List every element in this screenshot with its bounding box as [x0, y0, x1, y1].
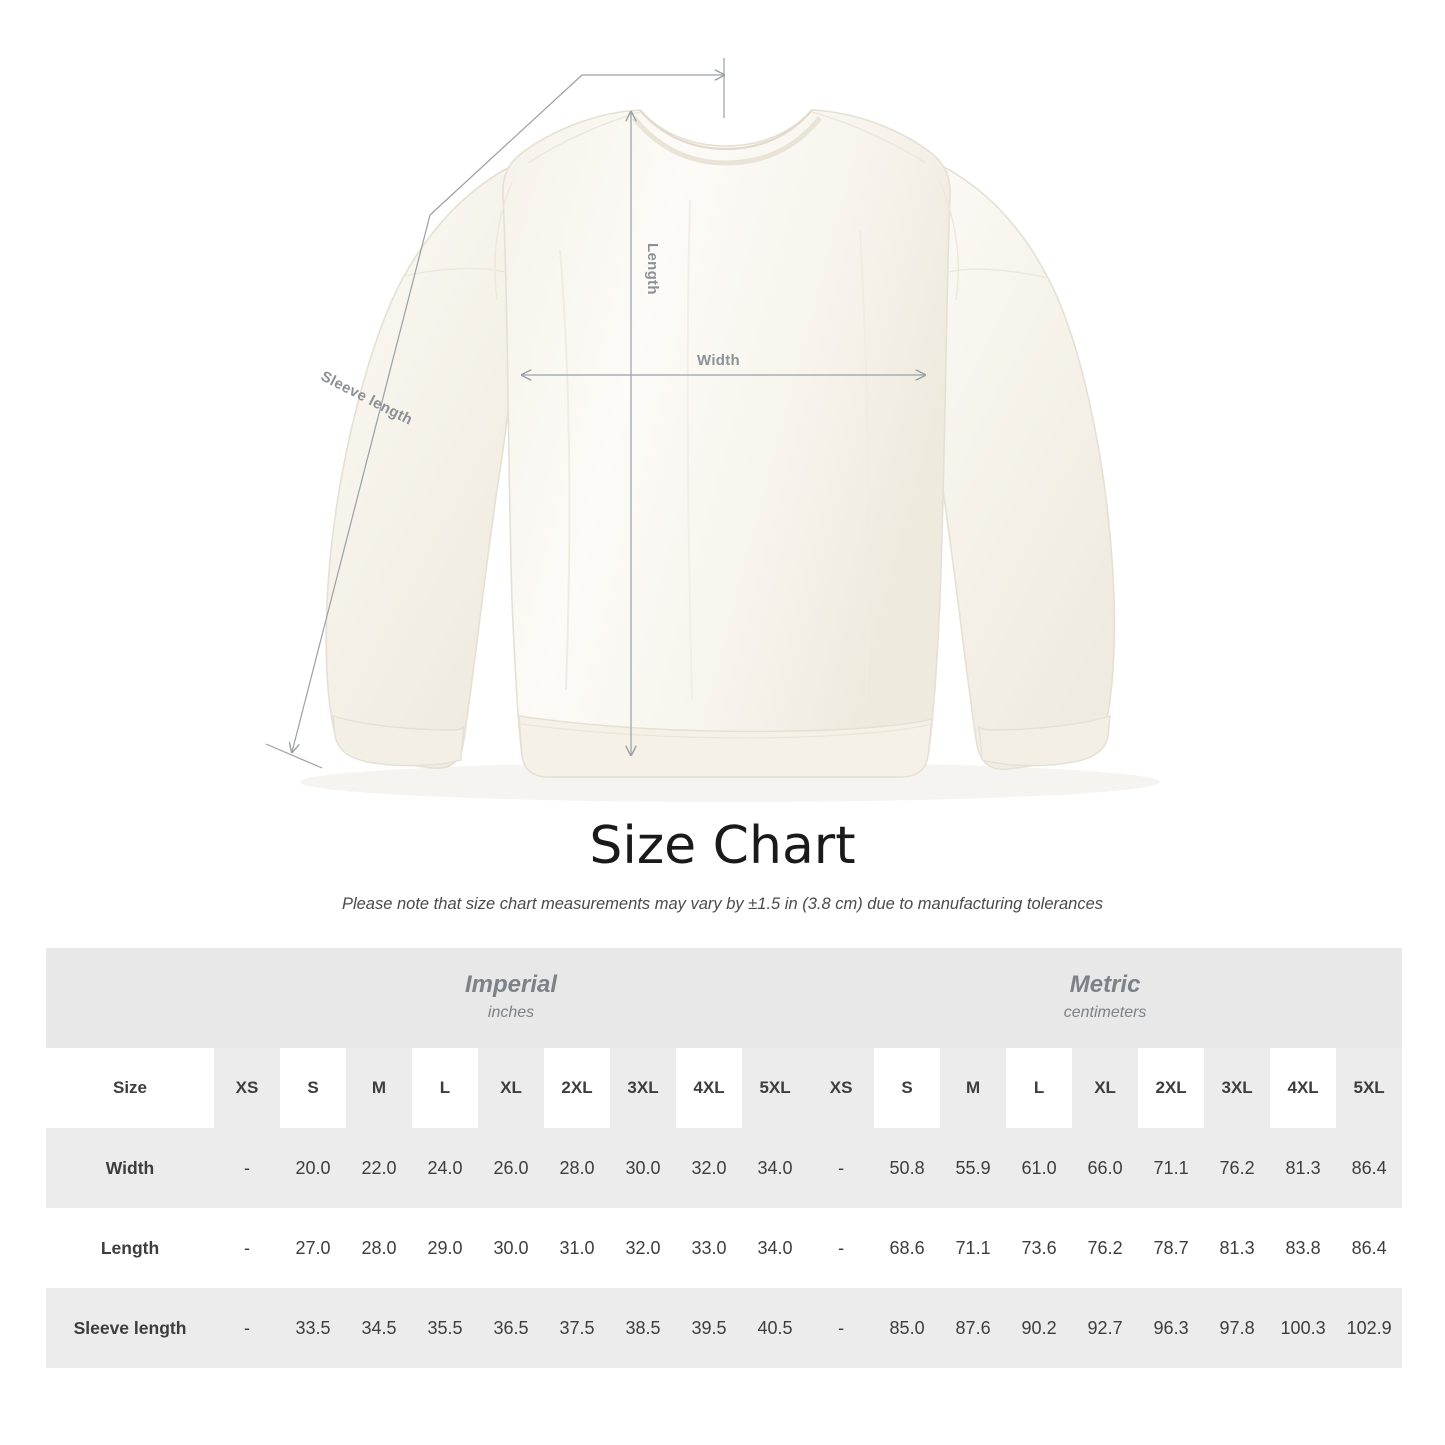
- size-header-metric-xl: XL: [1072, 1048, 1138, 1128]
- cell-sleeve-length-imperial-7: 39.5: [676, 1288, 742, 1368]
- size-header-row: [46, 1048, 1402, 1128]
- cell-sleeve-length-metric-2: 87.6: [940, 1288, 1006, 1368]
- cell-width-metric-2: 55.9: [940, 1128, 1006, 1208]
- size-header-metric-xs: XS: [808, 1048, 874, 1128]
- size-table-container: [46, 948, 1399, 1368]
- cell-sleeve-length-imperial-1: 33.5: [280, 1288, 346, 1368]
- cell-sleeve-length-metric-7: 100.3: [1270, 1288, 1336, 1368]
- cell-sleeve-length-metric-8: 102.9: [1336, 1288, 1402, 1368]
- cell-width-imperial-2: 22.0: [346, 1128, 412, 1208]
- cell-width-metric-1: 50.8: [874, 1128, 940, 1208]
- page-title: Size Chart: [589, 816, 856, 876]
- cell-length-metric-7: 83.8: [1270, 1208, 1336, 1288]
- width-label: Width: [697, 352, 741, 369]
- unit-header-spacer: [46, 948, 214, 1048]
- cell-width-metric-4: 66.0: [1072, 1128, 1138, 1208]
- size-header-metric-5xl: 5XL: [1336, 1048, 1402, 1128]
- cell-width-imperial-5: 28.0: [544, 1128, 610, 1208]
- size-header-metric-3xl: 3XL: [1204, 1048, 1270, 1128]
- unit-group-subtitle: inches: [487, 1004, 535, 1022]
- cell-width-imperial-4: 26.0: [478, 1128, 544, 1208]
- size-header-metric-s: S: [874, 1048, 940, 1128]
- cell-length-metric-6: 81.3: [1204, 1208, 1270, 1288]
- size-header-metric-m: M: [940, 1048, 1006, 1128]
- sweatshirt-shape: [326, 110, 1114, 777]
- cell-sleeve-length-imperial-5: 37.5: [544, 1288, 610, 1368]
- size-header-imperial-xs: XS: [214, 1048, 280, 1128]
- size-header-metric-4xl: 4XL: [1270, 1048, 1336, 1128]
- size-header-imperial-3xl: 3XL: [610, 1048, 676, 1128]
- cell-width-imperial-8: 34.0: [742, 1128, 808, 1208]
- cell-length-metric-1: 68.6: [874, 1208, 940, 1288]
- cell-length-metric-2: 71.1: [940, 1208, 1006, 1288]
- table-row: [46, 1288, 1402, 1368]
- size-column-label: Size: [46, 1048, 214, 1128]
- cell-sleeve-length-metric-4: 92.7: [1072, 1288, 1138, 1368]
- cell-sleeve-length-metric-3: 90.2: [1006, 1288, 1072, 1368]
- cell-length-imperial-7: 33.0: [676, 1208, 742, 1288]
- cell-length-imperial-1: 27.0: [280, 1208, 346, 1288]
- cell-width-metric-7: 81.3: [1270, 1128, 1336, 1208]
- unit-group-metric: [808, 948, 1402, 1048]
- cell-length-imperial-8: 34.0: [742, 1208, 808, 1288]
- cell-sleeve-length-imperial-3: 35.5: [412, 1288, 478, 1368]
- sleeve-length-label: Sleeve length: [318, 367, 416, 429]
- cell-length-metric-4: 76.2: [1072, 1208, 1138, 1288]
- cell-sleeve-length-imperial-6: 38.5: [610, 1288, 676, 1368]
- table-row: [46, 1128, 1402, 1208]
- cell-length-imperial-4: 30.0: [478, 1208, 544, 1288]
- cell-width-metric-3: 61.0: [1006, 1128, 1072, 1208]
- cell-width-imperial-0: -: [214, 1128, 280, 1208]
- cell-sleeve-length-metric-6: 97.8: [1204, 1288, 1270, 1368]
- size-header-imperial-s: S: [280, 1048, 346, 1128]
- cell-length-metric-0: -: [808, 1208, 874, 1288]
- size-header-imperial-xl: XL: [478, 1048, 544, 1128]
- cell-width-metric-8: 86.4: [1336, 1128, 1402, 1208]
- cell-length-imperial-6: 32.0: [610, 1208, 676, 1288]
- cell-width-metric-0: -: [808, 1128, 874, 1208]
- size-header-metric-2xl: 2XL: [1138, 1048, 1204, 1128]
- unit-group-name: Metric: [1069, 971, 1141, 999]
- size-header-imperial-l: L: [412, 1048, 478, 1128]
- cell-width-imperial-6: 30.0: [610, 1128, 676, 1208]
- cell-sleeve-length-imperial-2: 34.5: [346, 1288, 412, 1368]
- title-block: [0, 818, 1445, 914]
- row-label-length: Length: [46, 1208, 214, 1288]
- unit-header-row: [46, 948, 1402, 1048]
- tolerance-note: Please note that size chart measurements may vary by ±1.5 in (3.8 cm) due to manufacturing tolerances: [341, 895, 1104, 914]
- cell-length-imperial-2: 28.0: [346, 1208, 412, 1288]
- cell-width-imperial-7: 32.0: [676, 1128, 742, 1208]
- unit-group-imperial: [214, 948, 808, 1048]
- cell-sleeve-length-metric-0: -: [808, 1288, 874, 1368]
- unit-group-name: Imperial: [465, 971, 558, 999]
- cell-sleeve-length-imperial-8: 40.5: [742, 1288, 808, 1368]
- cell-length-imperial-3: 29.0: [412, 1208, 478, 1288]
- cell-sleeve-length-metric-1: 85.0: [874, 1288, 940, 1368]
- cell-width-metric-6: 76.2: [1204, 1128, 1270, 1208]
- size-header-imperial-5xl: 5XL: [742, 1048, 808, 1128]
- row-label-sleeve-length: Sleeve length: [46, 1288, 214, 1368]
- cell-sleeve-length-imperial-4: 36.5: [478, 1288, 544, 1368]
- cell-length-metric-3: 73.6: [1006, 1208, 1072, 1288]
- cell-width-metric-5: 71.1: [1138, 1128, 1204, 1208]
- table-row: [46, 1208, 1402, 1288]
- size-table: [46, 948, 1402, 1368]
- cell-width-imperial-3: 24.0: [412, 1128, 478, 1208]
- size-header-imperial-2xl: 2XL: [544, 1048, 610, 1128]
- cell-width-imperial-1: 20.0: [280, 1128, 346, 1208]
- length-label: Length: [644, 243, 661, 295]
- size-header-imperial-m: M: [346, 1048, 412, 1128]
- cell-length-imperial-5: 31.0: [544, 1208, 610, 1288]
- cell-length-metric-8: 86.4: [1336, 1208, 1402, 1288]
- size-header-imperial-4xl: 4XL: [676, 1048, 742, 1128]
- row-label-width: Width: [46, 1128, 214, 1208]
- cell-length-metric-5: 78.7: [1138, 1208, 1204, 1288]
- cell-length-imperial-0: -: [214, 1208, 280, 1288]
- size-header-metric-l: L: [1006, 1048, 1072, 1128]
- cell-sleeve-length-imperial-0: -: [214, 1288, 280, 1368]
- unit-group-subtitle: centimeters: [1063, 1004, 1147, 1022]
- cell-sleeve-length-metric-5: 96.3: [1138, 1288, 1204, 1368]
